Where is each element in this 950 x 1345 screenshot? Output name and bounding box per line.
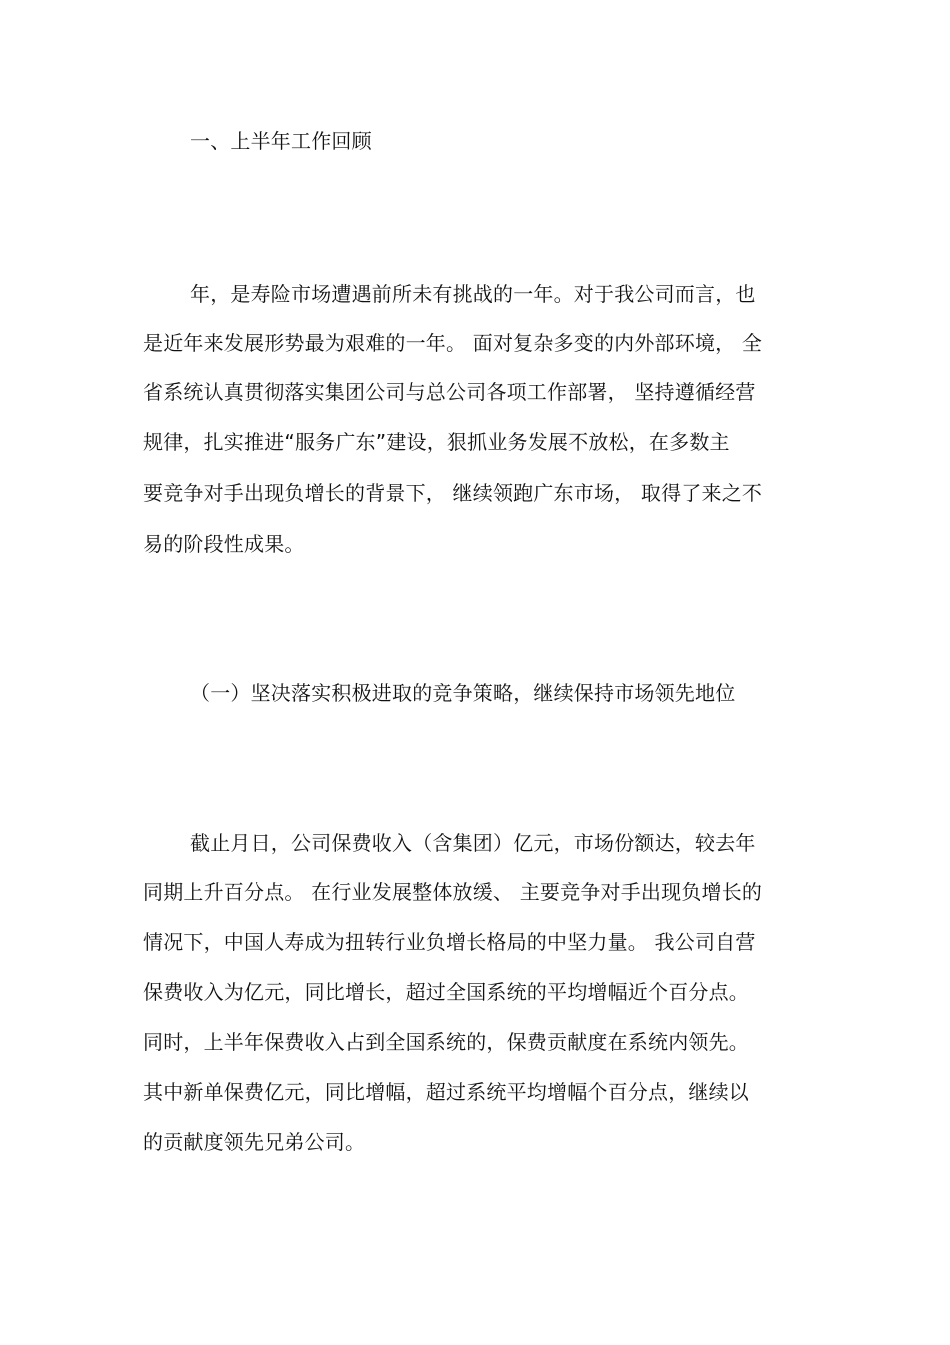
paragraph-line: 年，是寿险市场遭遇前所未有挑战的一年。对于我公司而言，也: [190, 282, 756, 306]
paragraph-line: 的贡献度领先兄弟公司。: [143, 1130, 366, 1154]
paragraph-line: 易的阶段性成果。: [143, 532, 305, 556]
paragraph-line: 保费收入为亿元，同比增长，超过全国系统的平均增幅近个百分点。: [143, 980, 749, 1004]
paragraph-line: 规律，扎实推进“服务广东”建设，狠抓业务发展不放松，在多数主: [143, 430, 730, 454]
paragraph-line: 同期上升百分点。 在行业发展整体放缓、 主要竞争对手出现负增长的: [143, 880, 763, 904]
paragraph-line: 要竞争对手出现负增长的背景下， 继续领跑广东市场， 取得了来之不: [143, 481, 763, 505]
section-heading-competition-strategy: （一）坚决落实积极进取的竞争策略，继续保持市场领先地位: [190, 681, 736, 705]
paragraph-line: 其中新单保费亿元，同比增幅，超过系统平均增幅个百分点，继续以: [143, 1080, 749, 1104]
paragraph-line: 省系统认真贯彻落实集团公司与总公司各项工作部署， 坚持遵循经营: [143, 380, 756, 404]
paragraph-line: 同时，上半年保费收入占到全国系统的，保费贡献度在系统内领先。: [143, 1030, 749, 1054]
paragraph-line: 情况下，中国人寿成为扭转行业负增长格局的中坚力量。 我公司自营: [143, 930, 756, 954]
section-heading-review: 一、上半年工作回顾: [190, 129, 372, 153]
paragraph-line: 是近年来发展形势最为艰难的一年。 面对复杂多变的内外部环境， 全: [143, 331, 763, 355]
paragraph-line: 截止月日，公司保费收入（含集团）亿元，市场份额达，较去年: [190, 831, 756, 855]
